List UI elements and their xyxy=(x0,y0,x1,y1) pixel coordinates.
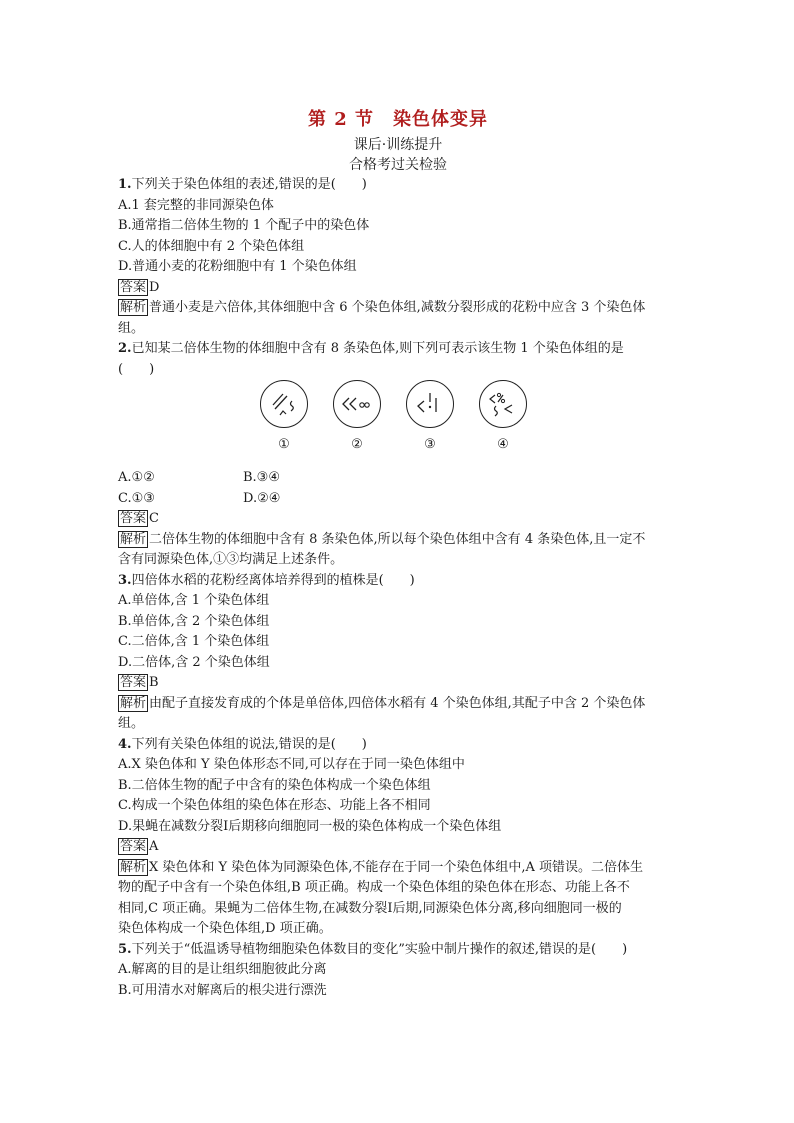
section-title: 第 2 节 染色体变异 xyxy=(307,109,489,130)
analysis-tag: 解析 xyxy=(120,300,147,315)
q3-option-d: D.二倍体,含 2 个染色体组 xyxy=(118,654,270,670)
q2-option-d: D.②④ xyxy=(243,490,281,506)
cell-circle-3 xyxy=(406,380,454,428)
q1-answer: 答案 D xyxy=(120,279,160,295)
q5-option-a: A.解离的目的是让组织细胞彼此分离 xyxy=(118,962,327,977)
q5-option-b: B.可用清水对解离后的根尖进行漂洗 xyxy=(118,982,327,998)
q3-option-c: C.二倍体,含 1 个染色体组 xyxy=(118,634,270,649)
subtitle-qualification: 合格考过关检验 xyxy=(349,157,447,173)
question-4-stem: 4.下列有关染色体组的说法,错误的是( ) xyxy=(118,736,367,752)
question-3-stem: 3.四倍体水稻的花粉经离体培养得到的植株是( ) xyxy=(118,572,415,588)
q1-option-a: A.1 套完整的非同源染色体 xyxy=(118,197,274,213)
q4-option-a: A.X 染色体和 Y 染色体形态不同,可以存在于同一染色体组中 xyxy=(118,757,465,772)
q4-analysis-cont-2: 相同,C 项正确。果蝇为二倍体生物,在减数分裂Ⅰ后期,同源染色体分离,移向细胞同一极的 xyxy=(118,900,622,916)
cell-circle-1 xyxy=(260,380,308,428)
q4-analysis-cont-1: 物的配子中含有一个染色体组,B 项正确。构成一个染色体组的染色体在形态、功能上各不 xyxy=(118,880,630,895)
q1-option-b: B.通常指二倍体生物的 1 个配子中的染色体 xyxy=(118,218,370,233)
q2-option-a: A.①② xyxy=(118,470,155,485)
answer-tag: 答案 xyxy=(120,511,147,526)
chromosomes-3-icon xyxy=(407,381,453,427)
figure-label-4: ④ xyxy=(497,437,509,452)
question-2-stem: 2.已知某二倍体生物的体细胞中含有 8 条染色体,则下列可表示该生物 1 个染色体组的是 xyxy=(118,341,624,356)
q2-analysis-cont: 含有同源染色体,①③均满足上述条件。 xyxy=(118,552,344,567)
analysis-tag: 解析 xyxy=(120,531,147,547)
document-page xyxy=(118,100,678,1001)
q1-option-d: D.普通小麦的花粉细胞中有 1 个染色体组 xyxy=(118,259,357,274)
q2-analysis: 解析 二倍体生物的体细胞中含有 8 条染色体,所以每个染色体组中含有 4 条染色体,且一定不 xyxy=(120,531,646,547)
question-number: 2. xyxy=(118,341,132,356)
figure-cell-3 xyxy=(395,380,465,452)
figure-cell-4 xyxy=(468,380,538,452)
answer-tag: 答案 xyxy=(120,279,147,295)
q3-option-b: B.单倍体,含 2 个染色体组 xyxy=(118,613,270,629)
q4-analysis-cont-3: 染色体构成一个染色体组,D 项正确。 xyxy=(118,921,332,936)
chromosomes-1-icon xyxy=(261,381,307,427)
q1-analysis-cont: 组。 xyxy=(118,320,145,336)
subtitle-after-class: 课后·训练提升 xyxy=(353,137,443,153)
figure-cell-2 xyxy=(322,380,392,452)
chromosomes-2-icon xyxy=(334,381,380,427)
q4-option-c: C.构成一个染色体组的染色体在形态、功能上各不相同 xyxy=(118,798,431,813)
figure-cell-1 xyxy=(249,380,319,452)
figure-label-1: ① xyxy=(278,437,290,452)
q4-analysis: 解析 X 染色体和 Y 染色体为同源染色体,不能存在于同一个染色体组中,A 项错误。二倍体生 xyxy=(120,859,644,875)
cell-circle-2 xyxy=(333,380,381,428)
question-1-stem: 1.下列关于染色体组的表述,错误的是( ) xyxy=(118,177,367,192)
q3-answer: 答案 B xyxy=(120,675,159,690)
question-number: 1. xyxy=(118,177,132,192)
q4-option-b: B.二倍体生物的配子中含有的染色体构成一个染色体组 xyxy=(118,777,431,793)
q4-answer: 答案 A xyxy=(120,839,159,854)
q2-answer: 答案 C xyxy=(120,511,159,526)
q3-analysis: 解析 由配子直接发育成的个体是单倍体,四倍体水稻有 4 个染色体组,其配子中含 2 个染色体 xyxy=(120,695,646,711)
q2-option-c: C.①③ xyxy=(118,490,155,506)
q2-option-b: B.③④ xyxy=(243,470,280,485)
q1-option-c: C.人的体细胞中有 2 个染色体组 xyxy=(118,238,305,254)
chromosome-figure xyxy=(118,380,678,468)
figure-label-3: ③ xyxy=(424,437,436,452)
q2-options-row-1 xyxy=(118,468,678,489)
figure-label-2: ② xyxy=(351,437,363,452)
q3-analysis-cont: 组。 xyxy=(118,716,145,731)
q1-analysis: 解析 普通小麦是六倍体,其体细胞中含 6 个染色体组,减数分裂形成的花粉中应含 3 个染色体 xyxy=(120,300,646,315)
q3-option-a: A.单倍体,含 1 个染色体组 xyxy=(118,593,270,608)
question-2-stem-cont: ( ) xyxy=(118,361,155,377)
analysis-tag: 解析 xyxy=(120,859,147,875)
question-5-stem: 5.下列关于“低温诱导植物细胞染色体数目的变化”实验中制片操作的叙述,错误的是( ) xyxy=(118,941,628,957)
answer-tag: 答案 xyxy=(120,675,147,690)
q4-option-d: D.果蝇在减数分裂Ⅰ后期移向细胞同一极的染色体构成一个染色体组 xyxy=(118,818,502,834)
question-number: 4. xyxy=(118,736,132,752)
chromosomes-4-icon xyxy=(480,381,526,427)
q2-options-row-2 xyxy=(118,489,678,510)
analysis-tag: 解析 xyxy=(120,695,147,711)
cell-circle-4 xyxy=(479,380,527,428)
answer-tag: 答案 xyxy=(120,839,147,854)
question-number: 3. xyxy=(118,572,132,588)
question-number: 5. xyxy=(118,941,132,957)
